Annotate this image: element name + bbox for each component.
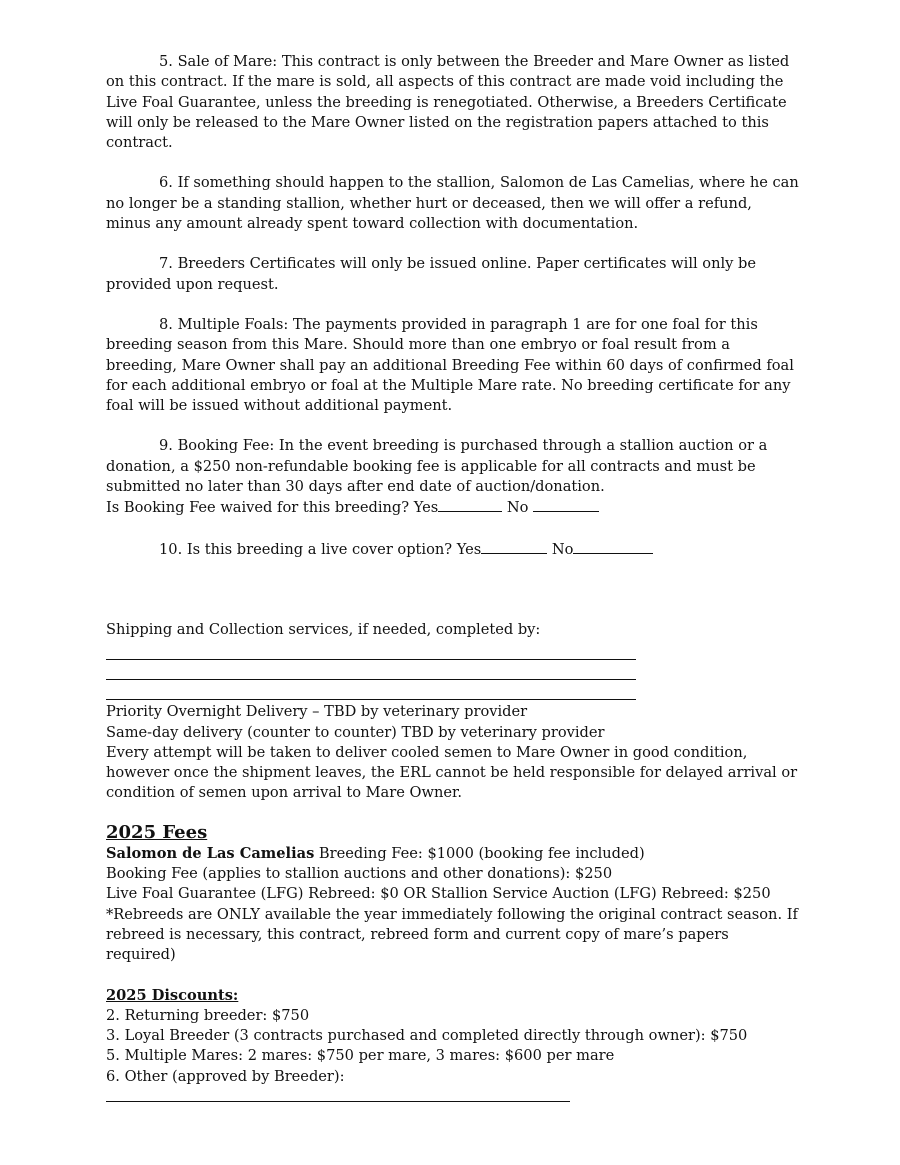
discount-item-other xyxy=(106,1067,800,1109)
fees-title: 2025 Fees xyxy=(106,821,208,843)
fees-booking-fee: Booking Fee (applies to stallion auctions and other donations): $250 xyxy=(106,865,613,883)
shipping-same-day: Same-day delivery (counter to counter) TBD by veterinary provider xyxy=(106,723,605,741)
shipping-line-1[interactable] xyxy=(106,640,636,660)
live-cover-no-field[interactable] xyxy=(573,539,653,554)
clause-stallion: 6. If something should happen to the stallion, Salomon de Las Camelias, where he can no longer be a standing stallion, whether hurt or deceased, then we will offer a refund, minus any amount already spent toward collection with documentation. xyxy=(106,174,799,233)
fees-lfg: Live Foal Guarantee (LFG) Rebreed: $0 OR Stallion Service Auction (LFG) Rebreed: $250 xyxy=(106,885,771,903)
breeding-fee-text: Breeding Fee: $1000 (booking fee included) xyxy=(314,844,645,862)
booking-waived-label: Is Booking Fee waived for this breeding? Yes xyxy=(106,499,439,517)
live-cover-no-label: No xyxy=(551,540,574,558)
booking-waived-no-field[interactable] xyxy=(533,497,599,512)
shipping-disclaimer: Every attempt will be taken to deliver cooled semen to Mare Owner in good condition, however once the shipment leaves, the ERL cannot be held responsible for delayed arrival or condition of semen upon arrival to Mare Owner. xyxy=(106,743,798,802)
discount-other-label: 6. Other (approved by Breeder): xyxy=(106,1067,345,1085)
discount-other-field[interactable] xyxy=(106,1087,570,1102)
live-cover-label: 10. Is this breeding a live cover option? Yes xyxy=(159,540,482,558)
shipping-label: Shipping and Collection services, if needed, completed by: xyxy=(106,620,541,638)
shipping-overnight: Priority Overnight Delivery – TBD by veterinary provider xyxy=(106,703,528,721)
fees-rebreed-note: *Rebreeds are ONLY available the year immediately following the original contract season. If rebreed is necessary, this contract, rebreed form and current copy of mare’s papers required) xyxy=(106,905,798,964)
shipping-line-2[interactable] xyxy=(106,660,636,680)
discount-item: 3. Loyal Breeder (3 contracts purchased and completed directly through owner): $750 xyxy=(106,1027,748,1045)
live-cover-yes-field[interactable] xyxy=(481,539,547,554)
clause-multiple-foals: 8. Multiple Foals: The payments provided in paragraph 1 are for one foal for this breeding season from this Mare. Should more than one embryo or foal result from a breeding, Mare Owner shall pay an additional Breeding Fee within 60 days of confirmed foal for each additional embryo or foal at the Multiple Mare rate. No breeding certificate for any foal will be issued without additional payment. xyxy=(106,315,794,415)
discount-item: 2. Returning breeder: $750 xyxy=(106,1006,310,1024)
clause-certificates: 7. Breeders Certificates will only be issued online. Paper certificates will only be provided upon request. xyxy=(106,255,757,293)
clause-booking-fee: 9. Booking Fee: In the event breeding is purchased through a stallion auction or a donation, a $250 non-refundable booking fee is applicable for all contracts and must be submitted no later than 30 days after end date of auction/donation. xyxy=(106,437,768,496)
clause-sale-of-mare: 5. Sale of Mare: This contract is only between the Breeder and Mare Owner as listed on this contract. If the mare is sold, all aspects of this contract are made void including the Live Foal Guarantee, unless the breeding is renegotiated. Otherwise, a Breeders Certificate will only be released to the Mare Owner listed on the registration papers attached to this contract. xyxy=(106,53,790,152)
discount-item: 5. Multiple Mares: 2 mares: $750 per mare, 3 mares: $600 per mare xyxy=(106,1047,615,1065)
fees-breeding-fee xyxy=(106,844,800,864)
booking-waived-question xyxy=(106,497,800,518)
discounts-title: 2025 Discounts: xyxy=(106,986,239,1004)
live-cover-question xyxy=(106,539,800,560)
stallion-name: Salomon de Las Camelias xyxy=(106,844,315,862)
shipping-line-3[interactable] xyxy=(106,680,636,700)
booking-waived-yes-field[interactable] xyxy=(438,497,502,512)
booking-waived-no-label: No xyxy=(506,499,529,517)
